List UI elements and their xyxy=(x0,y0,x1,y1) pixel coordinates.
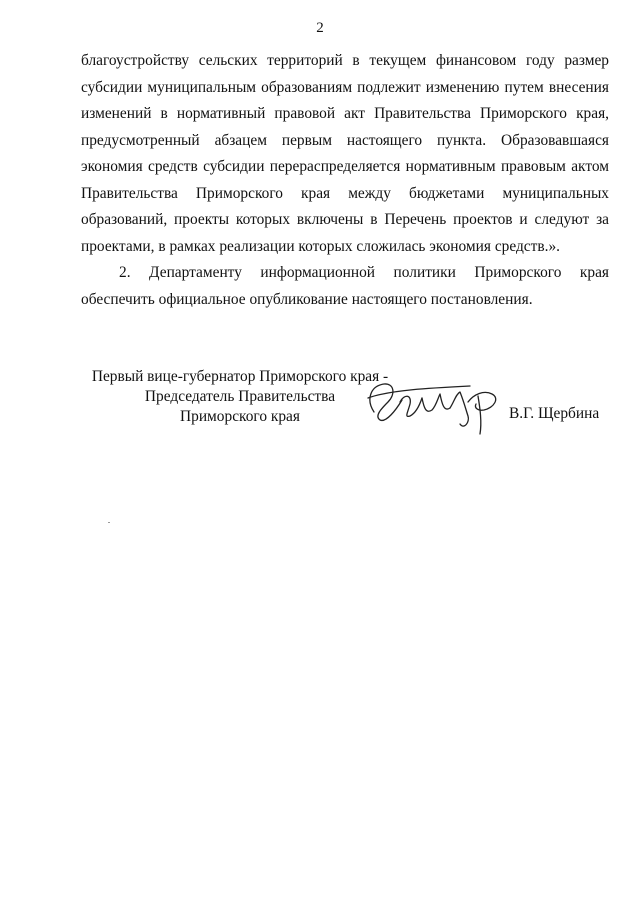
document-body xyxy=(81,48,609,313)
scan-speck xyxy=(108,522,110,523)
signer-name: В.Г. Щербина xyxy=(509,405,600,422)
position-line-3: Приморского края xyxy=(180,408,300,425)
paragraph-continuation: благоустройству сельских территорий в текущем финансовом году размер субсидии муниципальным образованиям подлежит изменению путем внесения изменений в нормативный правовой акт Правительства Приморского края, предусмотренный абзацем первым настоящего пункта. Образовавшаяся экономия средств субсидии перераспределяется нормативным правовым актом Правительства Приморского края между бюджетами муниципальных образований, проекты которых включены в Перечень проектов и следуют за проектами, в рамках реализации которых сложилась экономия средств.». xyxy=(81,52,609,255)
signature-position-block xyxy=(70,367,410,427)
position-line-2: Председатель Правительства xyxy=(144,388,336,405)
handwritten-signature xyxy=(360,372,510,444)
position-line-1: Первый вице-губернатор Приморского края - xyxy=(91,368,389,385)
paragraph-item-2: 2. Департаменту информационной политики Приморского края обеспечить официальное опубликование настоящего постановления. xyxy=(81,264,609,308)
page-number: 2 xyxy=(316,20,324,36)
